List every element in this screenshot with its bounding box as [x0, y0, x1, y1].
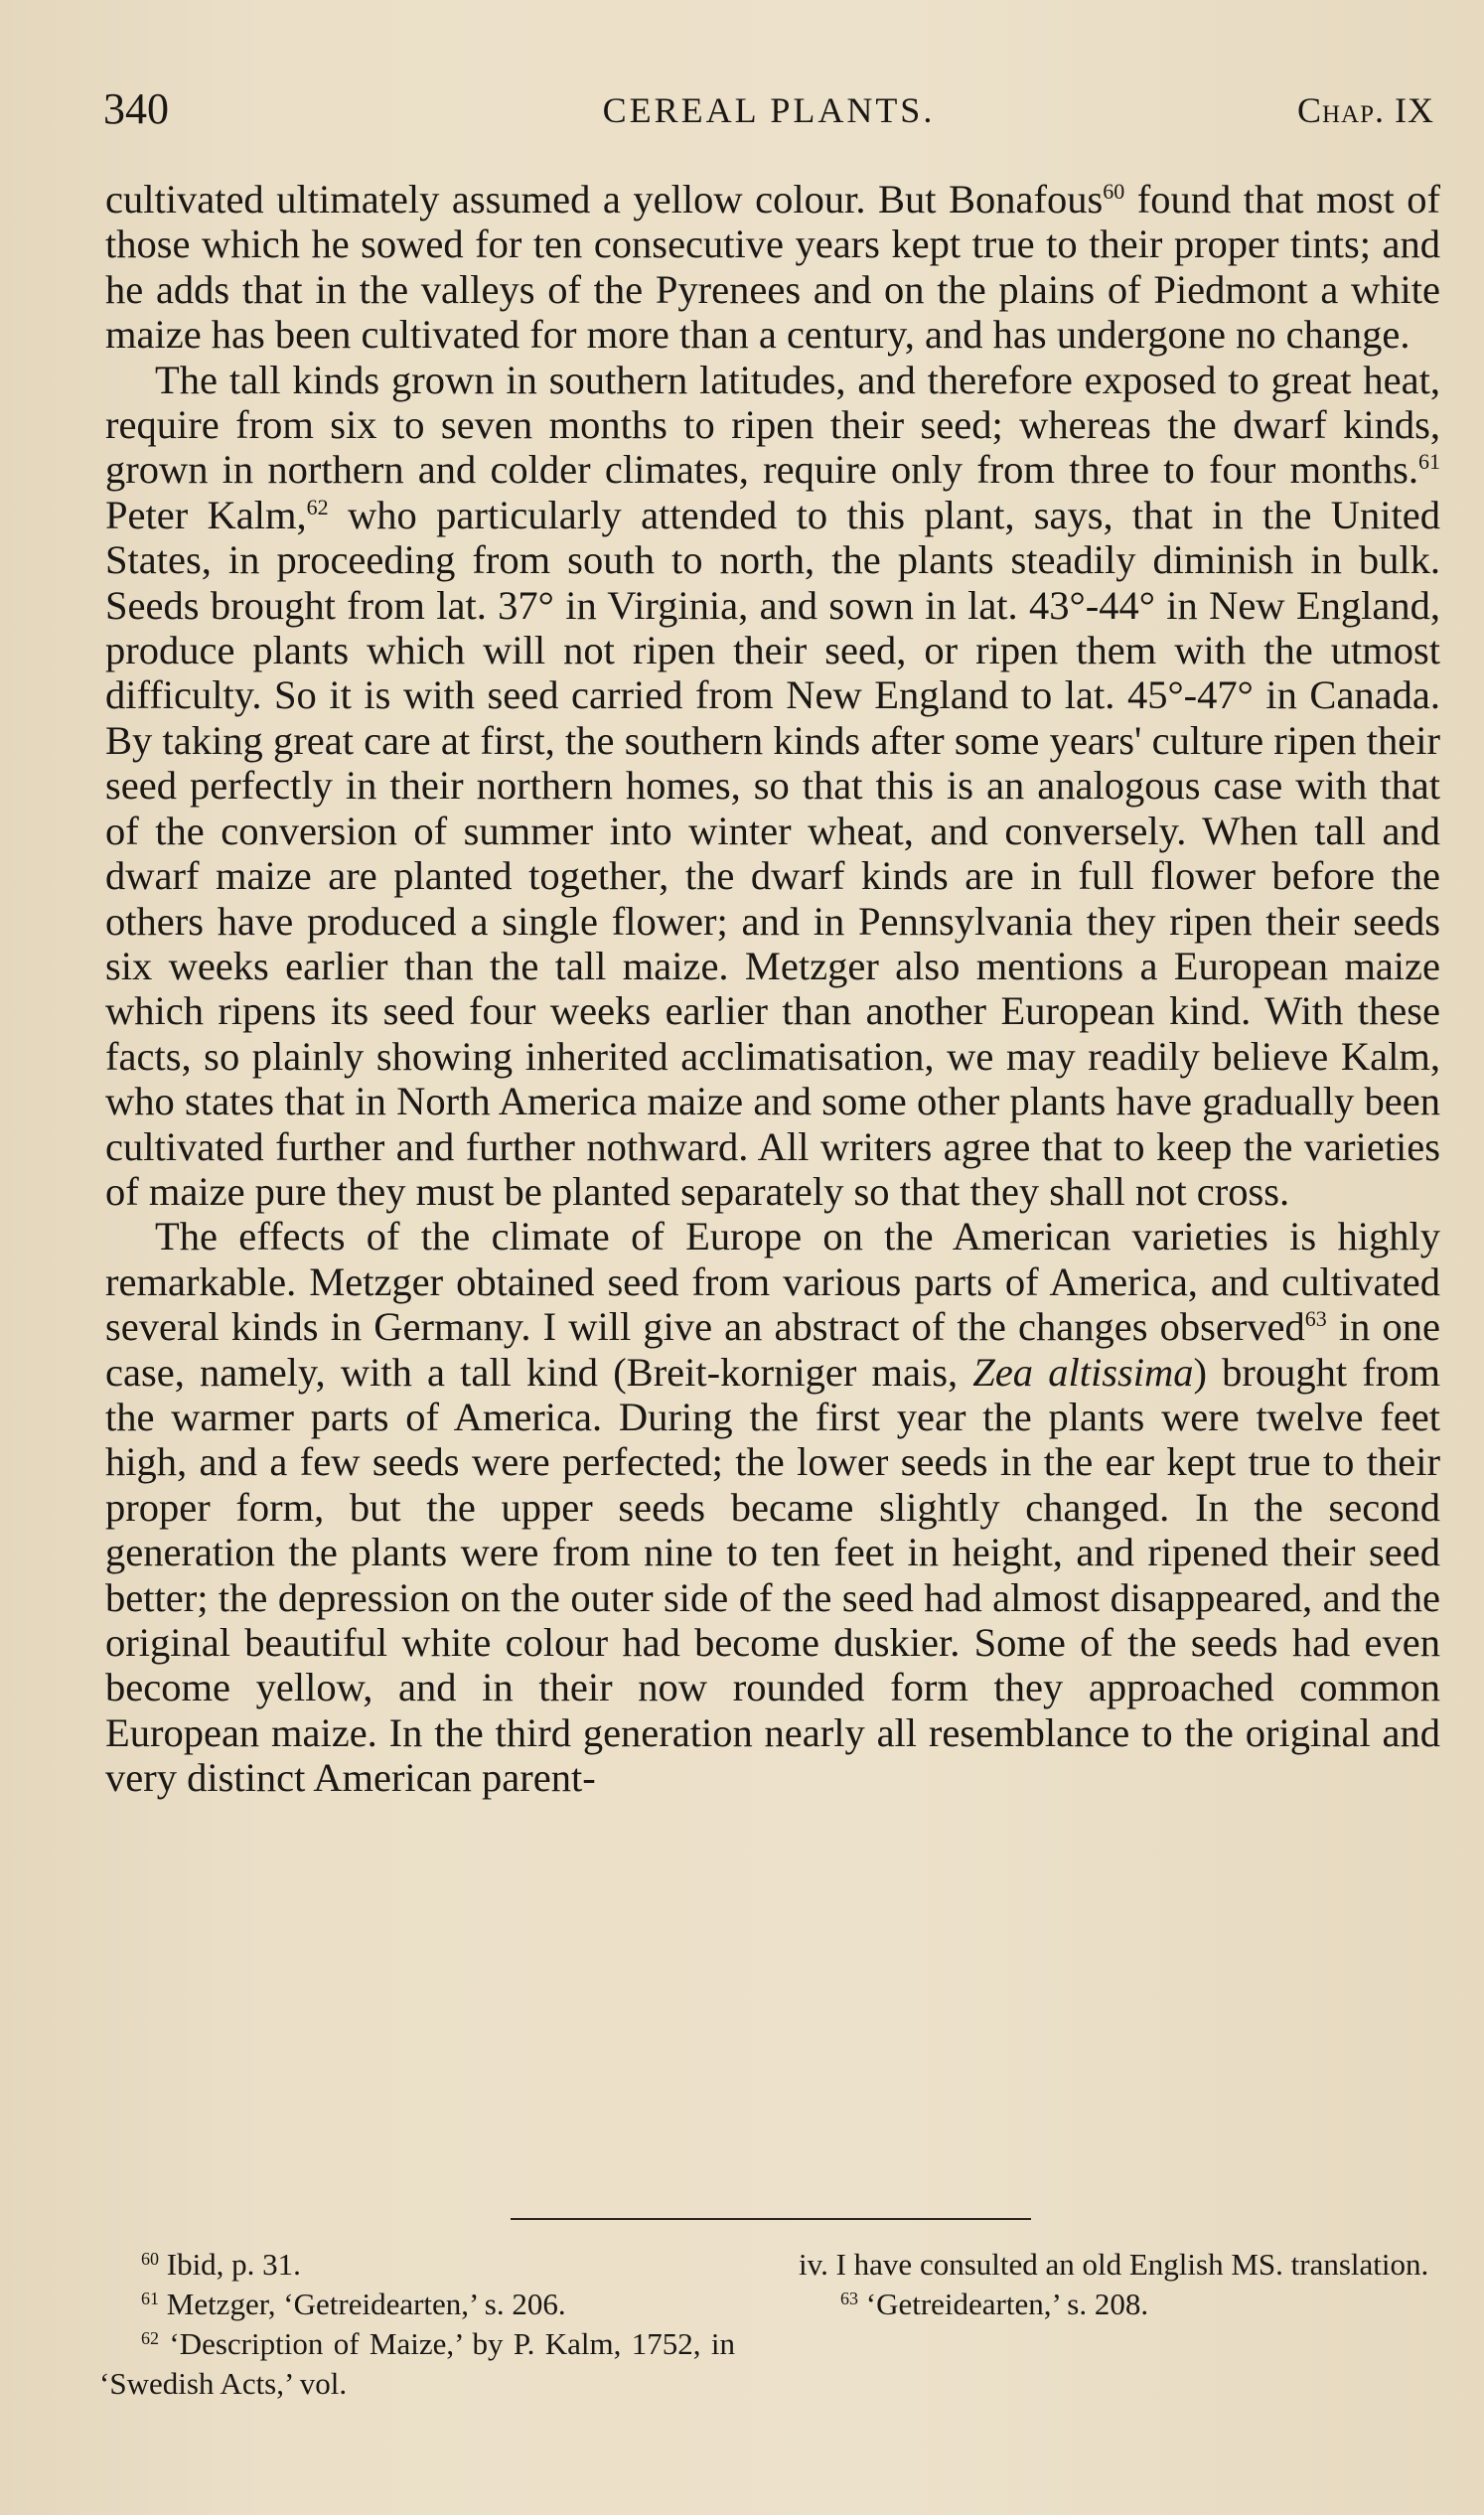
footnotes-left-column [99, 2245, 735, 2404]
footnote [99, 2245, 735, 2285]
paragraph [105, 358, 1440, 1215]
footnote-number: 63 [840, 2289, 858, 2308]
footnote-ref: 62 [306, 494, 329, 519]
footnote-ref: 61 [1418, 449, 1440, 475]
text-run: found that most of those which he sowed for ten consecutive years kept true to their proper tints; and he adds that in the valleys of the Pyrenees and on the plains of Piedmont a white maize has been cultivated for more than a century, and has undergone no change. [105, 177, 1440, 358]
running-header [103, 83, 1434, 143]
footnote-text: ‘Description of Maize,’ by P. Kalm, 1752, in ‘Swedish Acts,’ vol. [99, 2326, 735, 2401]
text-run: The tall kinds grown in southern latitudes, and therefore exposed to great heat, require from six to seven months to ripen their seed; whereas the dwarf kinds, grown in northern and colder climates, require only from three to four months. [105, 357, 1440, 493]
footnote-number: 62 [141, 2328, 159, 2348]
text-run: cultivated ultimately assumed a yellow colour. But Bonafous [105, 177, 1104, 222]
footnote-text: Ibid, p. 31. [159, 2247, 301, 2282]
main-text [105, 177, 1440, 1801]
footnote-text: ‘Getreidearten,’ s. 208. [858, 2287, 1149, 2321]
footnote-ref: 63 [1304, 1306, 1327, 1332]
paragraph [105, 1214, 1440, 1800]
footnote-text: Metzger, ‘Getreidearten,’ s. 206. [159, 2287, 566, 2321]
chapter-label: Chap. IX [1296, 90, 1434, 130]
text-run: in one case, namely, with a tall kind (Breit-korniger mais, [105, 1304, 1440, 1395]
footnote-number: 60 [141, 2249, 159, 2269]
paragraph [105, 177, 1440, 358]
text-run: who particularly attended to this plant, says, that in the United States, in proceeding from south to north, the plants steadily diminish in bulk. Seeds brought from lat. 37° in Virginia, and sown in lat. 43°-44° in New England, produce plants which will not ripen their seed, or ripen them with the utmost difficulty. So it is with seed carried from New England to lat. 45°-47° in Canada. By taking great care at first, the southern kinds after some years' culture ripen their seed perfectly in their northern homes, so that this is an analogous case with that of the conversion of summer into winter wheat, and conversely. When tall and dwarf maize are planted together, the dwarf kinds are in full flower before the others have produced a single flower; and in Pennsylvania they ripen their seeds six weeks earlier than the tall maize. Metzger also mentions a European maize which ripens its seed four weeks earlier than another European kind. With these facts, so plainly showing inherited acclimatisation, we may readily believe Kalm, who states that in North America maize and some other plants have gradually been cultivated further and further nothward. All writers agree that to keep the varieties of maize pure they must be planted separately so that they shall not cross. [105, 492, 1440, 1214]
page-number: 340 [103, 84, 169, 133]
text-run: ) brought from the warmer parts of America. During the first year the plants were twelve feet high, and a few seeds were perfected; the lower seeds in the ear kept true to their proper form, but the upper seeds became slightly changed. In the second generation the plants were from nine to ten feet in height, and ripened their seed better; the depression on the outer side of the seed had almost disappeared, and the original beautiful white colour had become duskier. Some of the seeds had even become yellow, and in their now rounded form they approached common European maize. In the third generation nearly all resemblance to the original and very distinct American parent- [105, 1349, 1441, 1801]
footnote [799, 2285, 1434, 2324]
footnotes-right-column [799, 2245, 1434, 2324]
footnote-number: 61 [141, 2289, 159, 2308]
footnote [799, 2245, 1434, 2285]
italic-term: Zea altissima [972, 1349, 1194, 1395]
footnote [99, 2285, 735, 2324]
footnote [99, 2324, 735, 2404]
running-title: CEREAL PLANTS. [602, 90, 936, 130]
footnote-text: iv. I have consulted an old English MS. translation. [799, 2247, 1429, 2282]
footnote-ref: 60 [1103, 179, 1125, 204]
text-run: The effects of the climate of Europe on the American varieties is highly remarkable. Metzger obtained seed from various parts of America, and cultivated several kinds in Germany. I will give an abstract of the changes observed [105, 1214, 1440, 1350]
footnote-divider [511, 2218, 1031, 2220]
text-run: Peter Kalm, [105, 492, 307, 537]
